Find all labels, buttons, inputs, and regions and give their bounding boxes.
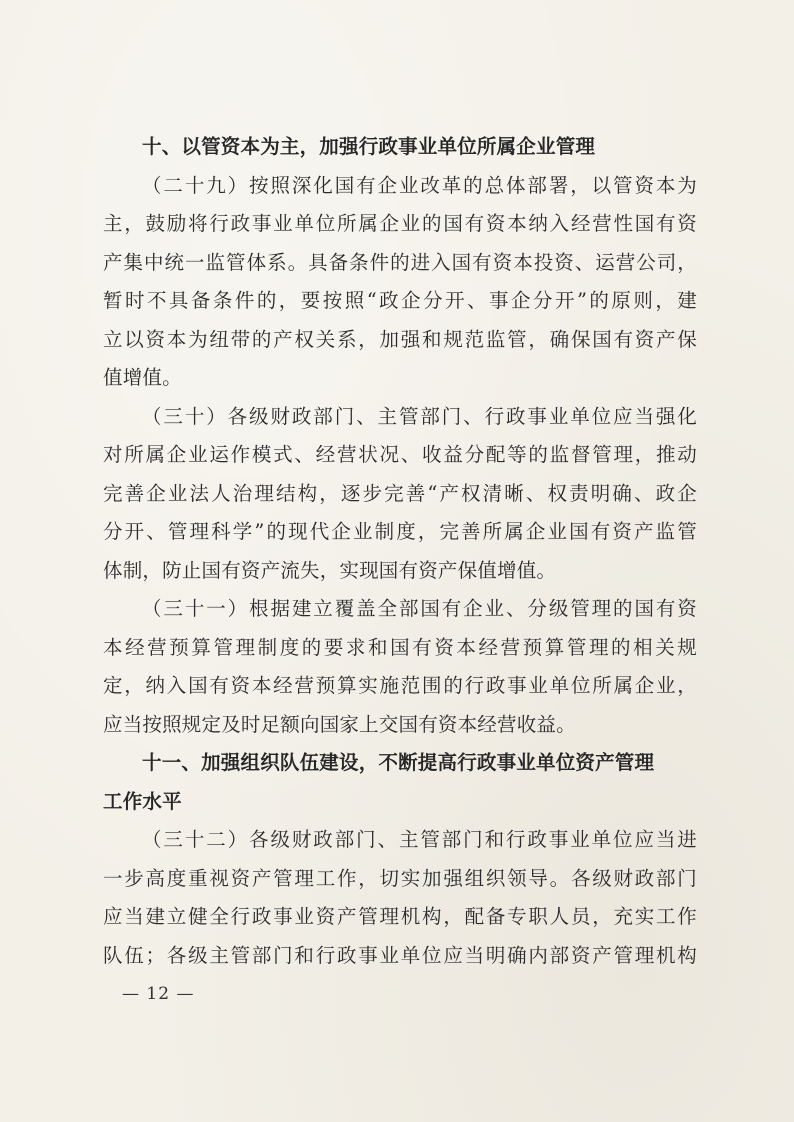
paragraph-line: 本经营预算管理制度的要求和国有资本经营预算管理的相关规 <box>103 635 697 659</box>
section-11-heading-line-1: 十一、加强组织队伍建设，不断提高行政事业单位资产管理 <box>142 751 655 774</box>
paragraph-line: 暂时不具备条件的，要按照“政企分开、事企分开”的原则，建 <box>103 289 697 312</box>
document-body <box>103 128 697 975</box>
paragraph-line: 立以资本为纽带的产权关系，加强和规范监管，确保国有资产保 <box>103 327 697 351</box>
paragraph-line: 完善企业法人治理结构，逐步完善“产权清晰、权责明确、政企 <box>103 481 697 505</box>
section-10-heading: 十、以管资本为主，加强行政事业单位所属企业管理 <box>142 135 596 158</box>
paragraph-line: 体制，防止国有资产流失，实现国有资产保值增值。 <box>103 558 557 582</box>
paragraph-line: 产集中统一监管体系。具备条件的进入国有资本投资、运营公司， <box>103 250 697 274</box>
paragraph-line: （三十）各级财政部门、主管部门、行政事业单位应当强化 <box>142 404 697 428</box>
paragraph-32 <box>103 821 697 975</box>
paragraph-30 <box>103 398 697 591</box>
paragraph-line: 应当按照规定及时足额向国家上交国有资本经营收益。 <box>103 712 576 736</box>
paragraph-line: 一步高度重视资产管理工作，切实加强组织领导。各级财政部门 <box>103 866 697 890</box>
section-11-heading-line-2: 工作水平 <box>103 789 182 813</box>
paragraph-line: （三十一）根据建立覆盖全部国有企业、分级管理的国有资 <box>142 597 697 620</box>
paragraph-line: 应当建立健全行政事业资产管理机构，配备专职人员，充实工作 <box>103 905 697 928</box>
paragraph-line: 主，鼓励将行政事业单位所属企业的国有资本纳入经营性国有资 <box>103 212 697 235</box>
paragraph-29 <box>103 167 697 398</box>
paragraph-line: 值增值。 <box>103 366 182 389</box>
paragraph-line: 分开、管理科学”的现代企业制度，完善所属企业国有资产监管 <box>103 520 697 543</box>
paragraph-31 <box>103 590 697 744</box>
paragraph-line: （二十九）按照深化国有企业改革的总体部署，以管资本为 <box>142 173 697 197</box>
paragraph-line: 队伍；各级主管部门和行政事业单位应当明确内部资产管理机构 <box>103 943 697 967</box>
paragraph-line: 对所属企业运作模式、经营状况、收益分配等的监督管理，推动 <box>103 443 697 466</box>
paragraph-line: 定，纳入国有资本经营预算实施范围的行政事业单位所属企业， <box>103 674 697 697</box>
page-number: — 12 — <box>122 984 195 1004</box>
paragraph-line: （三十二）各级财政部门、主管部门和行政事业单位应当进 <box>142 828 697 851</box>
